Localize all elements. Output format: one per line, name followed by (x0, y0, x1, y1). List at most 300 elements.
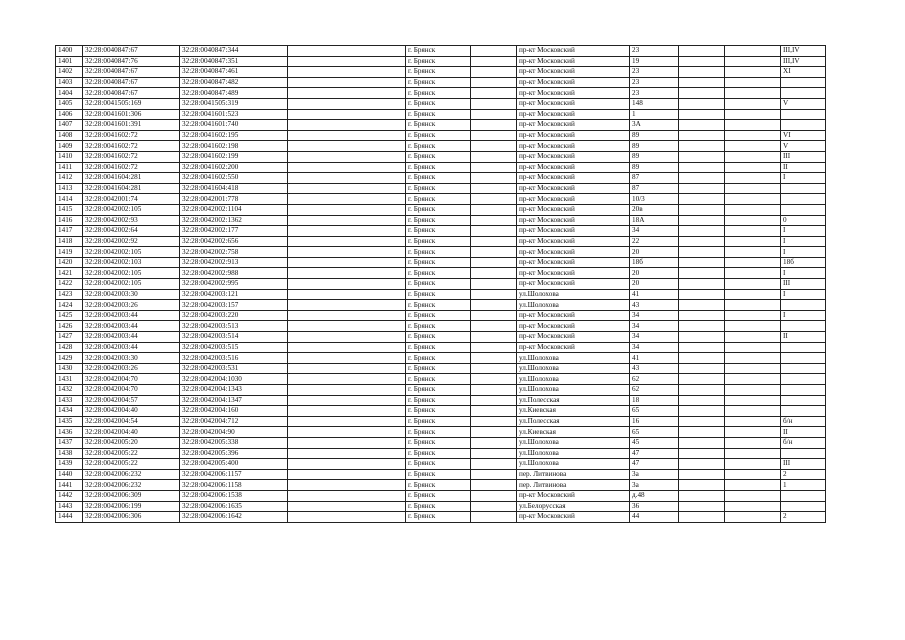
blank-column-cell (679, 77, 725, 88)
blank-column-cell (725, 363, 781, 374)
city-cell: г. Брянск (406, 204, 471, 215)
table-row (56, 98, 826, 109)
city-cell: г. Брянск (406, 395, 471, 406)
house-number-cell: 43 (630, 363, 679, 374)
row-number-cell: 1441 (56, 480, 83, 491)
premises-number-cell: XI (781, 67, 826, 78)
blank-column-cell (288, 300, 406, 311)
street-cell: пр-кт Московский (517, 332, 630, 343)
premises-number-cell (781, 183, 826, 194)
object-number-cell: 32:28:0042004:1030 (180, 374, 288, 385)
premises-number-cell (781, 395, 826, 406)
blank-column-cell (679, 374, 725, 385)
object-number-cell: 32:28:0040847:489 (180, 88, 288, 99)
premises-number-cell (781, 385, 826, 396)
premises-number-cell (781, 194, 826, 205)
street-cell: ул.Шолохова (517, 385, 630, 396)
blank-column-cell (679, 88, 725, 99)
object-number-cell: 32:28:0042003:121 (180, 289, 288, 300)
house-number-cell: 3а (630, 469, 679, 480)
house-number-cell: 18А (630, 215, 679, 226)
premises-number-cell: V (781, 98, 826, 109)
blank-column-cell (471, 321, 517, 332)
premises-number-cell: III (781, 459, 826, 470)
blank-column-cell (288, 194, 406, 205)
blank-column-cell (725, 247, 781, 258)
row-number-cell: 1403 (56, 77, 83, 88)
object-number-cell: 32:28:0042004:90 (180, 427, 288, 438)
blank-column-cell (288, 56, 406, 67)
house-number-cell: д.48 (630, 490, 679, 501)
blank-column-cell (679, 353, 725, 364)
house-number-cell: 34 (630, 321, 679, 332)
house-number-cell: 23 (630, 77, 679, 88)
blank-column-cell (471, 310, 517, 321)
premises-number-cell: I (781, 289, 826, 300)
city-cell: г. Брянск (406, 490, 471, 501)
blank-column-cell (679, 332, 725, 343)
table-row (56, 257, 826, 268)
row-number-cell: 1415 (56, 204, 83, 215)
city-cell: г. Брянск (406, 342, 471, 353)
blank-column-cell (288, 374, 406, 385)
object-number-cell: 32:28:0042005:396 (180, 448, 288, 459)
premises-number-cell: III (781, 151, 826, 162)
blank-column-cell (288, 480, 406, 491)
blank-column-cell (288, 257, 406, 268)
street-cell: пр-кт Московский (517, 56, 630, 67)
house-number-cell: 43 (630, 300, 679, 311)
blank-column-cell (471, 236, 517, 247)
blank-column-cell (471, 469, 517, 480)
premises-number-cell: II (781, 162, 826, 173)
house-number-cell: 36 (630, 501, 679, 512)
table-row (56, 77, 826, 88)
parcel-number-cell: 32:28:0040847:76 (83, 56, 180, 67)
blank-column-cell (471, 374, 517, 385)
blank-column-cell (725, 215, 781, 226)
blank-column-cell (679, 469, 725, 480)
row-number-cell: 1414 (56, 194, 83, 205)
street-cell: пр-кт Московский (517, 268, 630, 279)
house-number-cell: 89 (630, 151, 679, 162)
house-number-cell: 20 (630, 247, 679, 258)
city-cell: г. Брянск (406, 236, 471, 247)
premises-number-cell (781, 363, 826, 374)
object-number-cell: 32:28:0041602:195 (180, 130, 288, 141)
object-number-cell: 32:28:0041505:319 (180, 98, 288, 109)
city-cell: г. Брянск (406, 130, 471, 141)
object-number-cell: 32:28:0042004:1347 (180, 395, 288, 406)
street-cell: пр-кт Московский (517, 215, 630, 226)
blank-column-cell (725, 268, 781, 279)
blank-column-cell (725, 332, 781, 343)
street-cell: пр-кт Московский (517, 183, 630, 194)
blank-column-cell (679, 279, 725, 290)
house-number-cell: 20 (630, 268, 679, 279)
blank-column-cell (725, 204, 781, 215)
city-cell: г. Брянск (406, 353, 471, 364)
blank-column-cell (725, 120, 781, 131)
table-row (56, 427, 826, 438)
parcel-number-cell: 32:28:0042003:44 (83, 321, 180, 332)
row-number-cell: 1413 (56, 183, 83, 194)
blank-column-cell (725, 480, 781, 491)
blank-column-cell (679, 236, 725, 247)
blank-column-cell (471, 501, 517, 512)
city-cell: г. Брянск (406, 469, 471, 480)
premises-number-cell (781, 77, 826, 88)
parcel-number-cell: 32:28:0042005:20 (83, 437, 180, 448)
table-row (56, 374, 826, 385)
blank-column-cell (679, 247, 725, 258)
blank-column-cell (679, 46, 725, 57)
parcel-number-cell: 32:28:0042004:70 (83, 374, 180, 385)
table-body (56, 46, 826, 523)
table-row (56, 279, 826, 290)
table-row (56, 395, 826, 406)
street-cell: ул.Шолохова (517, 363, 630, 374)
street-cell: пр-кт Московский (517, 226, 630, 237)
blank-column-cell (679, 342, 725, 353)
house-number-cell: 41 (630, 289, 679, 300)
row-number-cell: 1433 (56, 395, 83, 406)
blank-column-cell (288, 321, 406, 332)
blank-column-cell (725, 321, 781, 332)
street-cell: пр-кт Московский (517, 77, 630, 88)
blank-column-cell (288, 406, 406, 417)
table-row (56, 459, 826, 470)
street-cell: пр-кт Московский (517, 173, 630, 184)
blank-column-cell (471, 67, 517, 78)
row-number-cell: 1425 (56, 310, 83, 321)
parcel-number-cell: 32:28:0042003:30 (83, 353, 180, 364)
blank-column-cell (725, 385, 781, 396)
parcel-number-cell: 32:28:0042004:54 (83, 416, 180, 427)
row-number-cell: 1435 (56, 416, 83, 427)
object-number-cell: 32:28:0042006:1642 (180, 512, 288, 523)
blank-column-cell (471, 289, 517, 300)
street-cell: пр-кт Московский (517, 67, 630, 78)
premises-number-cell: I (781, 268, 826, 279)
city-cell: г. Брянск (406, 226, 471, 237)
row-number-cell: 1439 (56, 459, 83, 470)
table-row (56, 56, 826, 67)
blank-column-cell (288, 162, 406, 173)
house-number-cell: 65 (630, 427, 679, 438)
row-number-cell: 1405 (56, 98, 83, 109)
table-row (56, 204, 826, 215)
blank-column-cell (725, 162, 781, 173)
table-row (56, 363, 826, 374)
object-number-cell: 32:28:0042003:220 (180, 310, 288, 321)
city-cell: г. Брянск (406, 67, 471, 78)
blank-column-cell (288, 448, 406, 459)
blank-column-cell (288, 395, 406, 406)
house-number-cell: 18б (630, 257, 679, 268)
city-cell: г. Брянск (406, 120, 471, 131)
blank-column-cell (679, 459, 725, 470)
blank-column-cell (725, 448, 781, 459)
table-row (56, 448, 826, 459)
parcel-number-cell: 32:28:0042002:105 (83, 247, 180, 258)
house-number-cell: 87 (630, 173, 679, 184)
blank-column-cell (679, 289, 725, 300)
house-number-cell: 47 (630, 448, 679, 459)
blank-column-cell (288, 512, 406, 523)
object-number-cell: 32:28:0040847:461 (180, 67, 288, 78)
table-row (56, 109, 826, 120)
premises-number-cell: 2 (781, 469, 826, 480)
city-cell: г. Брянск (406, 416, 471, 427)
row-number-cell: 1420 (56, 257, 83, 268)
blank-column-cell (471, 512, 517, 523)
city-cell: г. Брянск (406, 215, 471, 226)
city-cell: г. Брянск (406, 247, 471, 258)
blank-column-cell (725, 300, 781, 311)
blank-column-cell (471, 385, 517, 396)
register-table (55, 45, 826, 523)
object-number-cell: 32:28:0040847:344 (180, 46, 288, 57)
parcel-number-cell: 32:28:0042003:26 (83, 363, 180, 374)
blank-column-cell (471, 204, 517, 215)
blank-column-cell (679, 310, 725, 321)
blank-column-cell (679, 162, 725, 173)
blank-column-cell (288, 88, 406, 99)
row-number-cell: 1427 (56, 332, 83, 343)
object-number-cell: 32:28:0042003:516 (180, 353, 288, 364)
street-cell: ул.Полесская (517, 416, 630, 427)
city-cell: г. Брянск (406, 77, 471, 88)
row-number-cell: 1404 (56, 88, 83, 99)
blank-column-cell (679, 406, 725, 417)
blank-column-cell (679, 437, 725, 448)
parcel-number-cell: 32:28:0041505:169 (83, 98, 180, 109)
parcel-number-cell: 32:28:0042004:40 (83, 406, 180, 417)
object-number-cell: 32:28:0041601:523 (180, 109, 288, 120)
street-cell: пр-кт Московский (517, 46, 630, 57)
street-cell: пр-кт Московский (517, 279, 630, 290)
table-row (56, 385, 826, 396)
object-number-cell: 32:28:0042006:1538 (180, 490, 288, 501)
blank-column-cell (288, 310, 406, 321)
blank-column-cell (288, 469, 406, 480)
object-number-cell: 32:28:0042004:1343 (180, 385, 288, 396)
premises-number-cell (781, 353, 826, 364)
street-cell: ул.Шолохова (517, 300, 630, 311)
house-number-cell: 87 (630, 183, 679, 194)
house-number-cell: 34 (630, 342, 679, 353)
table-row (56, 512, 826, 523)
blank-column-cell (679, 151, 725, 162)
row-number-cell: 1426 (56, 321, 83, 332)
row-number-cell: 1407 (56, 120, 83, 131)
row-number-cell: 1437 (56, 437, 83, 448)
blank-column-cell (679, 183, 725, 194)
city-cell: г. Брянск (406, 279, 471, 290)
blank-column-cell (725, 416, 781, 427)
parcel-number-cell: 32:28:0042003:26 (83, 300, 180, 311)
blank-column-cell (679, 321, 725, 332)
object-number-cell: 32:28:0042002:995 (180, 279, 288, 290)
table-row (56, 151, 826, 162)
street-cell: пр-кт Московский (517, 247, 630, 258)
object-number-cell: 32:28:0042003:515 (180, 342, 288, 353)
object-number-cell: 32:28:0041602:200 (180, 162, 288, 173)
city-cell: г. Брянск (406, 194, 471, 205)
parcel-number-cell: 32:28:0040847:67 (83, 88, 180, 99)
blank-column-cell (288, 342, 406, 353)
blank-column-cell (471, 247, 517, 258)
city-cell: г. Брянск (406, 480, 471, 491)
house-number-cell: 3А (630, 120, 679, 131)
premises-number-cell: 1 (781, 480, 826, 491)
table-row (56, 501, 826, 512)
house-number-cell: 65 (630, 406, 679, 417)
street-cell: пр-кт Московский (517, 88, 630, 99)
city-cell: г. Брянск (406, 289, 471, 300)
street-cell: ул.Полесская (517, 395, 630, 406)
blank-column-cell (679, 363, 725, 374)
house-number-cell: 89 (630, 130, 679, 141)
blank-column-cell (471, 279, 517, 290)
city-cell: г. Брянск (406, 268, 471, 279)
blank-column-cell (471, 109, 517, 120)
blank-column-cell (679, 480, 725, 491)
blank-column-cell (679, 257, 725, 268)
parcel-number-cell: 32:28:0042006:199 (83, 501, 180, 512)
blank-column-cell (288, 501, 406, 512)
blank-column-cell (471, 416, 517, 427)
street-cell: пр-кт Московский (517, 512, 630, 523)
blank-column-cell (471, 56, 517, 67)
city-cell: г. Брянск (406, 46, 471, 57)
street-cell: пр-кт Московский (517, 98, 630, 109)
premises-number-cell (781, 109, 826, 120)
blank-column-cell (725, 289, 781, 300)
parcel-number-cell: 32:28:0042002:103 (83, 257, 180, 268)
street-cell: пр-кт Московский (517, 310, 630, 321)
blank-column-cell (288, 427, 406, 438)
blank-column-cell (725, 109, 781, 120)
table-row (56, 247, 826, 258)
blank-column-cell (471, 459, 517, 470)
blank-column-cell (725, 437, 781, 448)
object-number-cell: 32:28:0042003:531 (180, 363, 288, 374)
street-cell: пер. Литвинова (517, 480, 630, 491)
parcel-number-cell: 32:28:0041604:281 (83, 183, 180, 194)
object-number-cell: 32:28:0041602:550 (180, 173, 288, 184)
object-number-cell: 32:28:0042002:913 (180, 257, 288, 268)
city-cell: г. Брянск (406, 173, 471, 184)
premises-number-cell (781, 374, 826, 385)
street-cell: пр-кт Московский (517, 130, 630, 141)
blank-column-cell (288, 353, 406, 364)
city-cell: г. Брянск (406, 427, 471, 438)
row-number-cell: 1436 (56, 427, 83, 438)
house-number-cell: 62 (630, 385, 679, 396)
street-cell: пр-кт Московский (517, 342, 630, 353)
blank-column-cell (725, 342, 781, 353)
object-number-cell: 32:28:0042001:778 (180, 194, 288, 205)
object-number-cell: 32:28:0041602:198 (180, 141, 288, 152)
blank-column-cell (288, 67, 406, 78)
blank-column-cell (725, 226, 781, 237)
blank-column-cell (679, 56, 725, 67)
blank-column-cell (679, 416, 725, 427)
object-number-cell: 32:28:0042002:1362 (180, 215, 288, 226)
object-number-cell: 32:28:0042002:656 (180, 236, 288, 247)
blank-column-cell (288, 279, 406, 290)
city-cell: г. Брянск (406, 406, 471, 417)
table-row (56, 342, 826, 353)
blank-column-cell (471, 342, 517, 353)
house-number-cell: 20 (630, 279, 679, 290)
blank-column-cell (725, 310, 781, 321)
parcel-number-cell: 32:28:0041602:72 (83, 151, 180, 162)
table-row (56, 173, 826, 184)
house-number-cell: 34 (630, 310, 679, 321)
table-row (56, 130, 826, 141)
blank-column-cell (679, 268, 725, 279)
blank-column-cell (471, 257, 517, 268)
blank-column-cell (725, 194, 781, 205)
premises-number-cell: III,IV (781, 56, 826, 67)
premises-number-cell: I (781, 226, 826, 237)
street-cell: ул.Шолохова (517, 448, 630, 459)
blank-column-cell (288, 98, 406, 109)
blank-column-cell (679, 120, 725, 131)
blank-column-cell (288, 120, 406, 131)
blank-column-cell (679, 395, 725, 406)
table-row (56, 141, 826, 152)
premises-number-cell (781, 300, 826, 311)
premises-number-cell: I (781, 310, 826, 321)
blank-column-cell (288, 46, 406, 57)
blank-column-cell (471, 141, 517, 152)
blank-column-cell (725, 501, 781, 512)
street-cell: пр-кт Московский (517, 236, 630, 247)
blank-column-cell (725, 406, 781, 417)
city-cell: г. Брянск (406, 151, 471, 162)
blank-column-cell (288, 77, 406, 88)
blank-column-cell (679, 501, 725, 512)
parcel-number-cell: 32:28:0040847:67 (83, 77, 180, 88)
parcel-number-cell: 32:28:0042002:92 (83, 236, 180, 247)
house-number-cell: 34 (630, 226, 679, 237)
blank-column-cell (471, 480, 517, 491)
blank-column-cell (471, 88, 517, 99)
table-row (56, 289, 826, 300)
premises-number-cell (781, 88, 826, 99)
table-row (56, 469, 826, 480)
city-cell: г. Брянск (406, 141, 471, 152)
house-number-cell: 62 (630, 374, 679, 385)
table-row (56, 120, 826, 131)
street-cell: ул.Шолохова (517, 374, 630, 385)
blank-column-cell (471, 406, 517, 417)
premises-number-cell (781, 342, 826, 353)
street-cell: пр-кт Московский (517, 151, 630, 162)
table-row (56, 353, 826, 364)
parcel-number-cell: 32:28:0041601:391 (83, 120, 180, 131)
house-number-cell: 23 (630, 46, 679, 57)
premises-number-cell: I (781, 173, 826, 184)
street-cell: ул.Киевская (517, 406, 630, 417)
blank-column-cell (725, 67, 781, 78)
blank-column-cell (471, 427, 517, 438)
blank-column-cell (679, 226, 725, 237)
